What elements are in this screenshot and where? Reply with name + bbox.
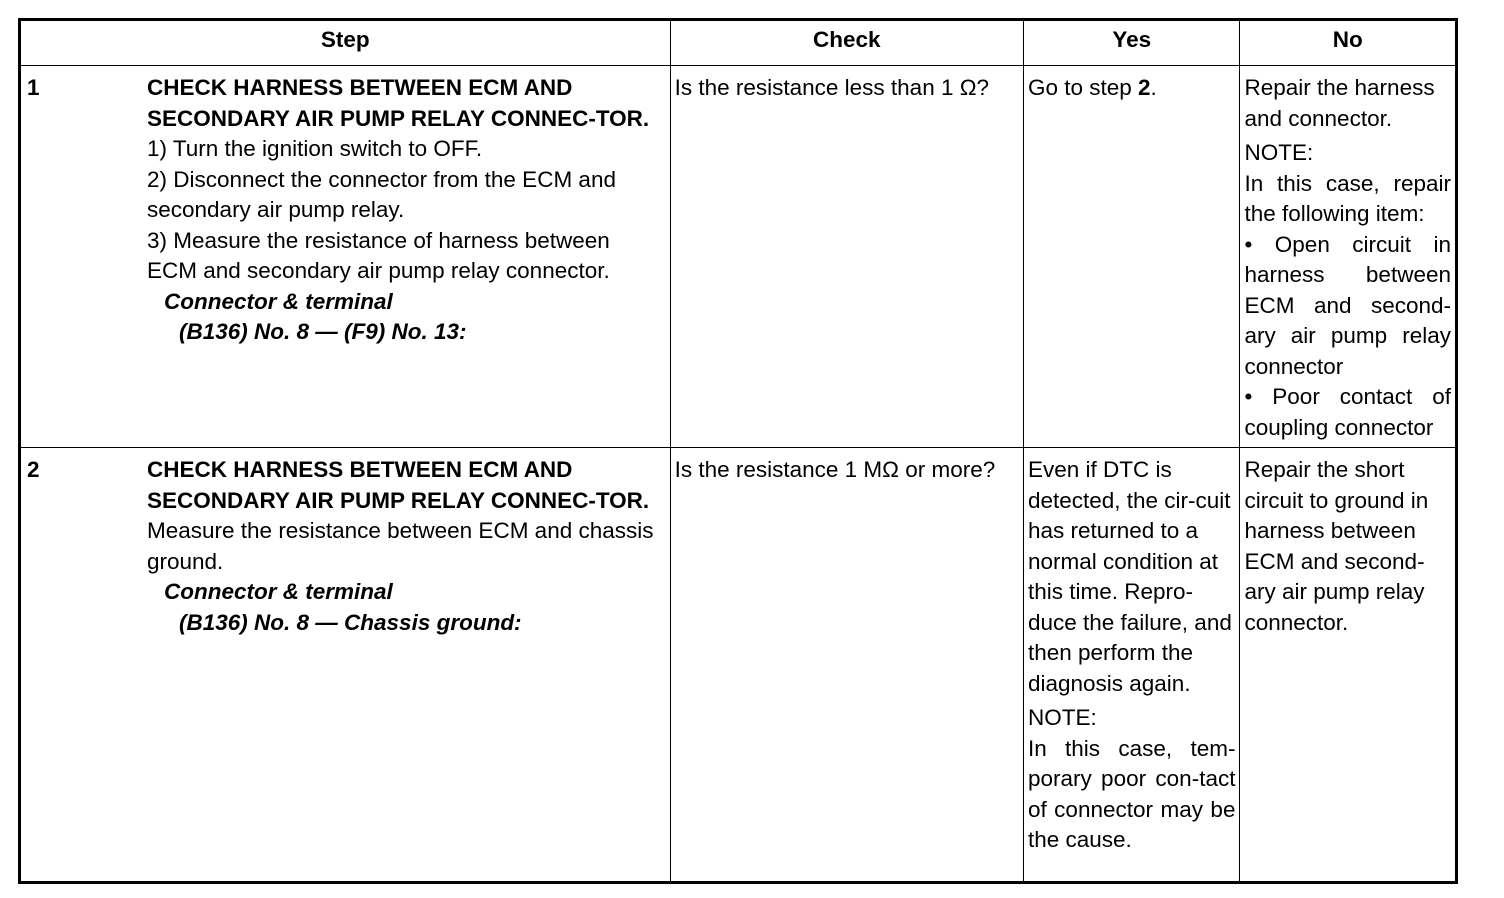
- check-text: Is the resistance less than 1 Ω?: [674, 75, 990, 100]
- step-cell: [20, 448, 671, 883]
- header-yes: Yes: [1023, 20, 1240, 66]
- yes-suffix: .: [1150, 75, 1157, 100]
- check-text: Is the resistance 1 MΩ or more?: [674, 457, 996, 482]
- table-row: [20, 66, 1457, 448]
- step-body: [147, 455, 666, 638]
- connector-terminal: (B136) No. 8 — (F9) No. 13:: [179, 319, 467, 344]
- yes-cell: [1023, 66, 1240, 448]
- diagnostic-table: [18, 18, 1458, 884]
- note-intro: In this case, repair the following item:: [1244, 170, 1451, 226]
- step-number: 2: [27, 457, 40, 482]
- step-instruction: 1) Turn the ignition switch to OFF.: [147, 136, 483, 161]
- note-heading: NOTE:: [1027, 705, 1097, 730]
- no-text: Repair the short circuit to ground in harness between ECM and second-ary air pump relay connector.: [1244, 457, 1429, 635]
- step-number: 1: [27, 75, 40, 100]
- step-instruction: Measure the resistance between ECM and chassis ground.: [147, 518, 654, 574]
- header-check: Check: [670, 20, 1023, 66]
- yes-text: Even if DTC is detected, the cir-cuit has returned to a normal condition at this time. Repro-duce the failure, and then perform the diagnosis again.: [1027, 457, 1232, 696]
- step-body: [147, 73, 666, 348]
- header-step: Step: [20, 20, 671, 66]
- connector-label: Connector & terminal: [164, 579, 393, 604]
- step-title: CHECK HARNESS BETWEEN ECM AND SECONDARY AIR PUMP RELAY CONNEC-TOR.: [147, 457, 650, 513]
- step-cell: [20, 66, 671, 448]
- step-instruction: 3) Measure the resistance of harness between ECM and secondary air pump relay connector.: [147, 227, 610, 283]
- step-title: CHECK HARNESS BETWEEN ECM AND SECONDARY AIR PUMP RELAY CONNEC-TOR.: [147, 75, 650, 131]
- check-cell: [670, 448, 1023, 883]
- note-item: • Poor contact of coupling connector: [1244, 384, 1451, 440]
- note-heading: NOTE:: [1244, 140, 1314, 165]
- step-instruction: 2) Disconnect the connector from the ECM and secondary air pump relay.: [147, 166, 616, 222]
- note-text: In this case, tem-porary poor con-tact of connector may be the cause.: [1027, 735, 1236, 852]
- no-text: Repair the harness and connector.: [1244, 75, 1435, 131]
- note-item: • Open circuit in harness between ECM and second-ary air pump relay connector: [1244, 231, 1451, 379]
- yes-prefix: Go to step: [1027, 75, 1139, 100]
- connector-terminal: (B136) No. 8 — Chassis ground:: [179, 609, 522, 635]
- check-cell: [670, 66, 1023, 448]
- table-row: [20, 448, 1457, 883]
- no-cell: [1240, 448, 1457, 883]
- header-no: No: [1240, 20, 1457, 66]
- table-header-row: [20, 20, 1457, 66]
- no-cell: [1240, 66, 1457, 448]
- yes-step-ref: 2: [1138, 75, 1151, 100]
- connector-label: Connector & terminal: [164, 288, 393, 314]
- yes-cell: [1023, 448, 1240, 883]
